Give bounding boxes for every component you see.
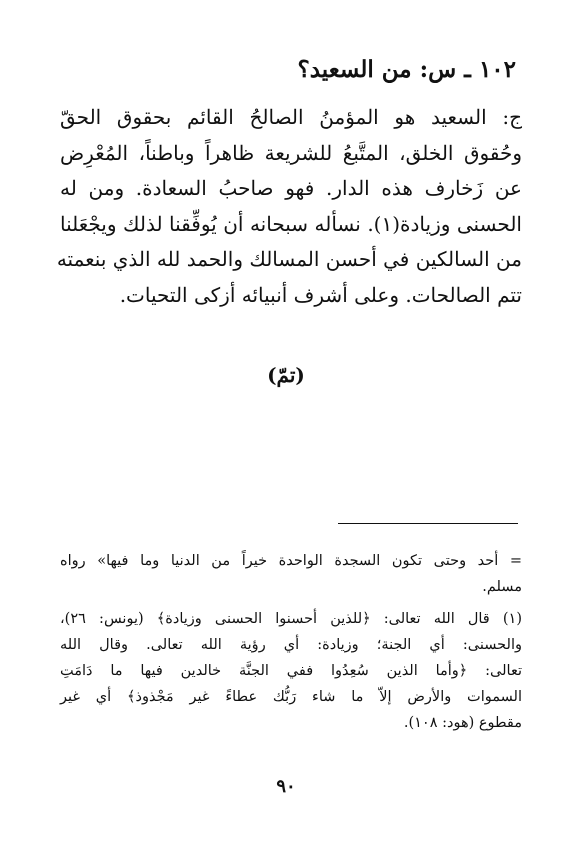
footnote-line: = أحد وحتى تكون السجدة الواحدة خيراً من الدنيا وما فيها» رواه [60, 553, 522, 569]
answer-line: تتم الصالحات. وعلى أشرف أنبيائه أزكى التحيات. [119, 282, 522, 307]
answer-line: وحُقوق الخلق، المتَّبعُ للشريعة ظاهراً وباطناً، المُعْرِض [60, 140, 522, 165]
footnote-line: (١) قال الله تعالى: ﴿للذين أحسنوا الحسنى وزيادة﴾ (يونس: ٢٦)، [60, 611, 522, 627]
answer-line: عن زَخارف هذه الدار. فهو صاحبُ السعادة. ومن له [60, 176, 522, 200]
footnote-separator [338, 523, 518, 524]
footnote-line: السموات والأرض إلاّ ما شاء رَبُّك عطاءً غير مَجْذوذ﴾ أي غير [60, 689, 522, 705]
footnote-continuation [60, 548, 522, 600]
answer-paragraph [56, 100, 522, 313]
footnote-line: تعالى: ﴿وأما الذين سُعِدُوا ففي الجنَّة خالدين فيها ما دَامَتِ [60, 663, 522, 679]
footnote-line: والحسنى: أي الجنة؛ وزيادة: أي رؤية الله تعالى. وقال الله [60, 637, 522, 653]
footnotes [60, 548, 522, 742]
footnote-line: مسلم. [482, 579, 522, 595]
question-heading: ١٠٢ ـ س: من السعيد؟ [297, 56, 516, 83]
end-mark: (تمّ) [267, 363, 305, 387]
footnote-1 [60, 606, 522, 736]
answer-line: الحسنى وزيادة(١). نسأله سبحانه أن يُوفِّقنا لذلك ويجْعَلنا [60, 211, 522, 236]
footnote-line: مقطوع (هود: ١٠٨). [403, 715, 522, 731]
answer-line: من السالكين في أحسن المسالك والحمد لله الذي بنعمته [56, 247, 522, 271]
answer-line: ج: السعيد هو المؤمنُ الصالحُ القائم بحقوق الحقّ [60, 105, 522, 129]
page-number: ٩٠ [276, 776, 296, 797]
